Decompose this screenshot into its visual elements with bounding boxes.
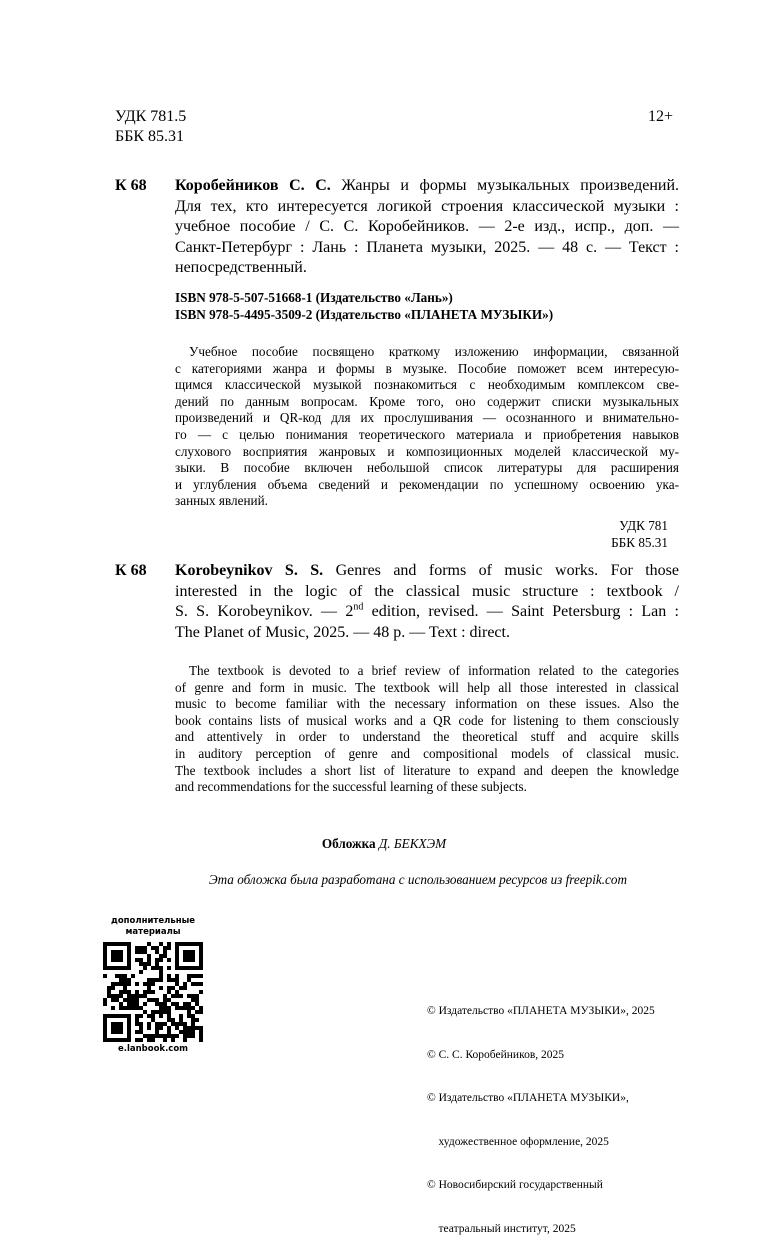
cover-credit: Обложка Д. БЕКХЭМ — [321, 836, 447, 851]
ru-abstract-line: произведений и QR-код для их прослушивания — осознанного и внимательно- — [175, 410, 679, 426]
age-rating: 12+ — [648, 108, 674, 125]
ru-record-line: непосредственный. — [175, 259, 307, 276]
bbk-code: ББК 85.31 — [115, 128, 185, 145]
ru-bibliographic-record — [175, 176, 679, 279]
qr-code-icon[interactable] — [103, 942, 203, 1042]
isbn-planeta: ISBN 978-5-4495-3509-2 (Издательство «ПЛАНЕТА МУЗЫКИ») — [175, 306, 554, 322]
ru-abstract-line: слухового восприятия жанровых и композиционных моделей классической му- — [175, 443, 679, 459]
ru-abstract-line: зыки. В пособие включен небольшой список литературы для расширения — [175, 460, 679, 476]
copyright-line: © Издательство «ПЛАНЕТА МУЗЫКИ», — [427, 1092, 629, 1104]
ru-abstract — [175, 344, 679, 510]
ru-record-line: Санкт-Петербург : Лань : Планета музыки, 2025. — 48 с. — Текст : — [175, 238, 679, 256]
ru-record-line: Для тех, кто интересуется логикой строения классической музыки : — [175, 197, 679, 215]
qr-caption-bottom: e.lanbook.com — [117, 1044, 189, 1054]
en-abstract-line: of genre and form in music. The textbook will help all those interested in classical — [175, 679, 679, 695]
en-abstract-line: The textbook includes a short list of literature to expand and deepen the knowledge — [175, 762, 679, 778]
ru-abstract-line: го — с целью понимания теоретического материала и приобретения навыков — [175, 426, 679, 442]
qr-block — [98, 916, 208, 1055]
ru-abstract-line: с категориями жанра и формы в музыке. Пособие поможет всем интересую- — [175, 360, 679, 376]
copyright-line: © С. С. Коробейников, 2025 — [427, 1048, 565, 1061]
footer-udk: УДК 781 — [619, 518, 668, 533]
cover-note: Эта обложка была разработана с использованием ресурсов из freepik.com — [208, 872, 627, 887]
en-abstract-line: music to become familiar with the necessary information on these issues. Also the — [175, 696, 679, 712]
footer-codes — [560, 518, 668, 551]
copyright-line: художественное оформление, 2025 — [427, 1135, 609, 1148]
en-abstract — [175, 663, 679, 796]
en-abstract-line: The textbook is devoted to a brief review of information related to the categories — [189, 663, 679, 678]
udk-code: УДК 781.5 — [115, 108, 187, 125]
en-record-line: Korobeynikov S. S. Genres and forms of music works. For those — [175, 562, 679, 579]
ru-record-line: Коробейников С. С. Жанры и формы музыкальных произведений. — [175, 177, 680, 194]
ru-abstract-line: Учебное пособие посвящено краткому изложению информации, связанной — [189, 344, 679, 359]
ru-record-code: К 68 — [115, 177, 147, 194]
qr-caption-top: дополнительные материалы — [110, 916, 196, 937]
en-abstract-line: and attentively in order to understand the theoretical stuff and acquire skills — [175, 729, 679, 745]
en-record-line: S. S. Korobeynikov. — 2nd edition, revised. — Saint Petersburg : Lan : — [175, 601, 679, 620]
en-abstract-line: and recommendations for the successful learning of these subjects. — [175, 779, 527, 795]
isbn-block — [175, 290, 553, 323]
copyright-line: © Новосибирский государственный — [427, 1179, 603, 1191]
copyright-line: © Издательство «ПЛАНЕТА МУЗЫКИ», 2025 — [427, 1005, 655, 1017]
en-abstract-line: book contains lists of musical works and a QR code for listening to them consciously — [175, 712, 679, 728]
ru-abstract-line: щимся классической музыкой познакомиться с необходимым комплексом све- — [175, 377, 679, 393]
copyright-block — [427, 975, 655, 1251]
en-record-line: The Planet of Music, 2025. — 48 p. — Text : direct. — [175, 623, 510, 641]
en-record-code: К 68 — [115, 562, 147, 579]
en-abstract-line: in auditory perception of genre and compositional models of classical music. — [175, 745, 679, 761]
copyright-line: театральный институт, 2025 — [427, 1222, 576, 1235]
en-bibliographic-record — [175, 561, 679, 643]
en-record-line: interested in the logic of the classical music structure : textbook / — [175, 582, 679, 600]
ru-record-line: учебное пособие / С. С. Коробейников. — 2-е изд., испр., доп. — — [175, 218, 679, 235]
ru-abstract-line: дений по данным вопросам. Кроме того, оно содержит списки музыкальных — [175, 393, 679, 409]
ru-abstract-line: и углубления объема сведений и рекомендации по успешному освоению ука- — [175, 476, 679, 492]
footer-bbk: ББК 85.31 — [611, 534, 668, 550]
ru-abstract-line: занных явлений. — [175, 493, 268, 509]
isbn-lan: ISBN 978-5-507-51668-1 (Издательство «Лань») — [175, 290, 453, 305]
